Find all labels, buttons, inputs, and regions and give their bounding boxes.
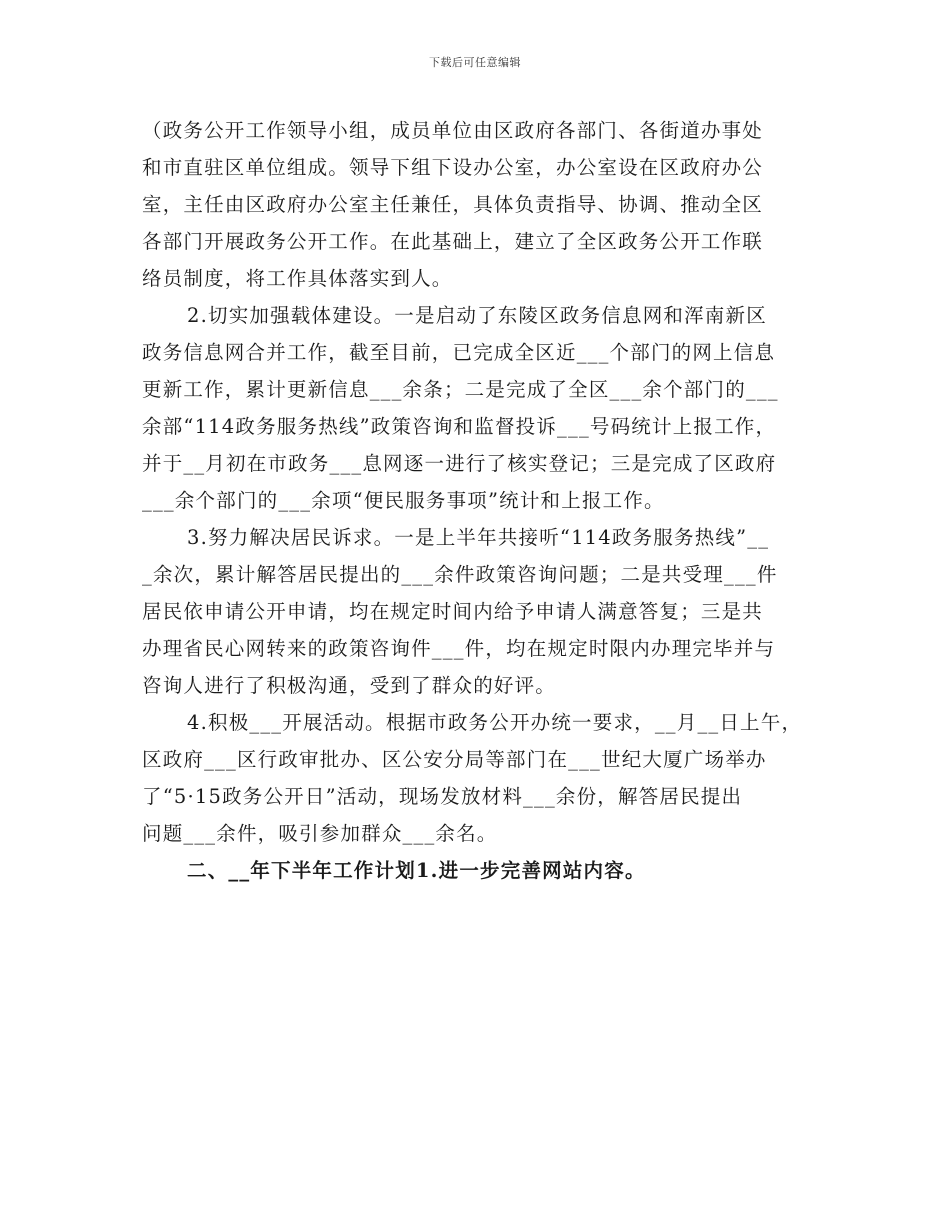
paragraph-line: 并于__月初在市政务___息网逐一进行了核实登记；三是完成了区政府 xyxy=(142,452,777,475)
paragraph-line: 2.切实加强载体建设。一是启动了东陵区政务信息网和浑南新区 xyxy=(187,304,767,327)
paragraph-line: 各部门开展政务公开工作。在此基础上，建立了全区政务公开工作联 xyxy=(142,230,764,253)
paragraph-line: 室，主任由区政府办公室主任兼任，具体负责指导、协调、推动全区 xyxy=(142,193,764,216)
paragraph-line: 和市直驻区单位组成。领导下组下设办公室，办公室设在区政府办公 xyxy=(142,156,764,179)
paragraph-line: 更新工作，累计更新信息___余条；二是完成了全区___余个部门的___ xyxy=(142,378,779,401)
page-header: 下载后可任意编辑 xyxy=(429,56,521,69)
paragraph-line: 4.积极___开展活动。根据市政务公开办统一要求，__月__日上午， xyxy=(187,711,803,734)
paragraph-line: _余次，累计解答居民提出的___余件政策咨询问题；二是共受理___件 xyxy=(142,563,778,586)
paragraph-line: ___余个部门的___余项“便民服务事项”统计和上报工作。 xyxy=(142,489,665,512)
paragraph-line: 政务信息网合并工作，截至目前，已完成全区近___个部门的网上信息 xyxy=(142,341,776,364)
paragraph-line: 居民依申请公开申请，均在规定时间内给予申请人满意答复；三是共 xyxy=(142,600,764,623)
paragraph-line: 区政府___区行政审批办、区公安分局等部门在___世纪大厦广场举办 xyxy=(142,748,767,771)
paragraph-line: 问题___余件，吸引参加群众___余名。 xyxy=(142,822,498,845)
paragraph-line: 络员制度，将工作具体落实到人。 xyxy=(142,267,453,290)
paragraph-line: 办理省民心网转来的政策咨询件___件，均在规定时限内办理完毕并与 xyxy=(142,637,776,660)
paragraph-line: 余部“114政务服务热线”政策咨询和监督投诉___号码统计上报工作， xyxy=(142,415,777,438)
paragraph-line: 咨询人进行了积极沟通，受到了群众的好评。 xyxy=(142,674,557,697)
paragraph-line: 了“5·15政务公开日”活动，现场发放材料___余份，解答居民提出 xyxy=(142,785,743,808)
paragraph-line: 3.努力解决居民诉求。一是上半年共接听“114政务服务热线”__ xyxy=(187,526,770,549)
document-body xyxy=(142,112,814,889)
paragraph-line: （政务公开工作领导小组，成员单位由区政府各部门、各街道办事处 xyxy=(142,119,764,142)
section-heading: 二、__年下半年工作计划1.进一步完善网站内容。 xyxy=(187,859,646,882)
